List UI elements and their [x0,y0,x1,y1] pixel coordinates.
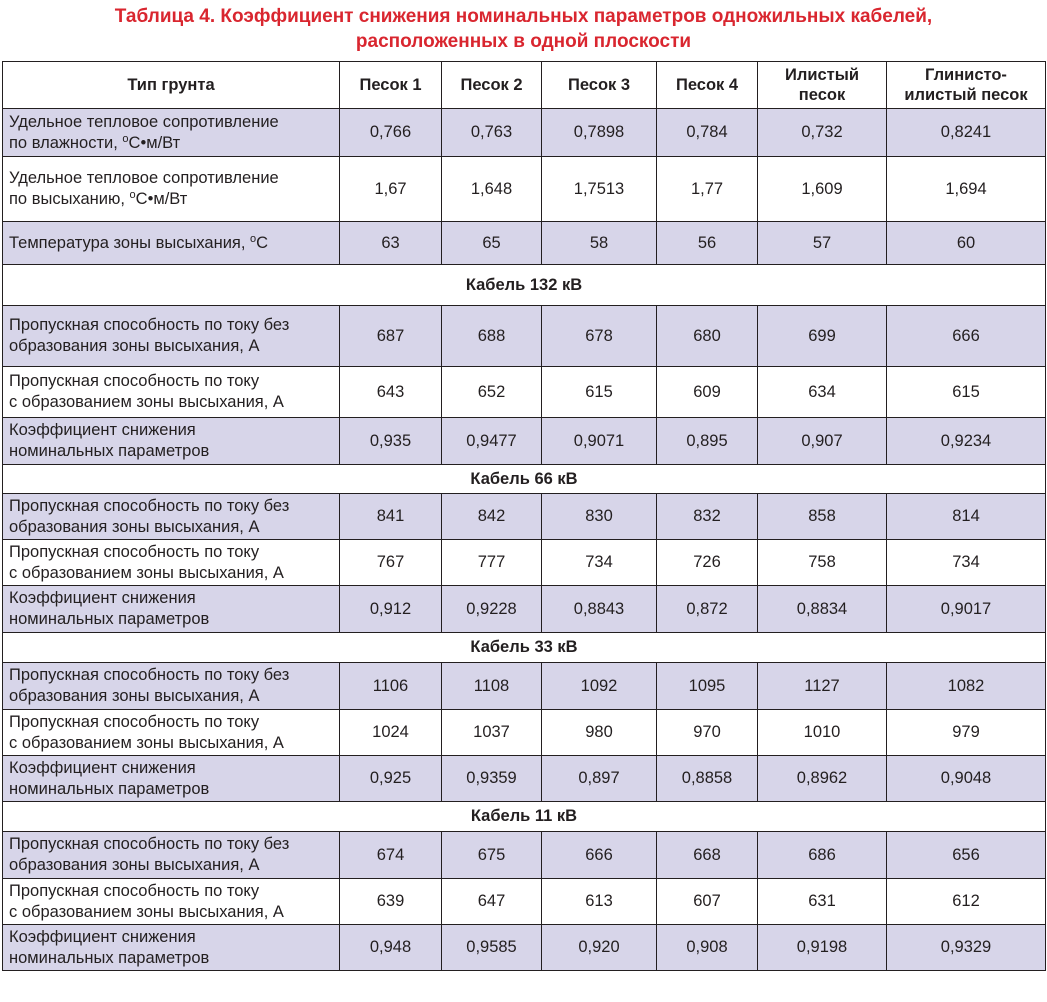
value-cell: 0,895 [657,418,758,465]
value-cell: 678 [542,306,657,367]
label-text: номинальных параметров [9,779,210,798]
value-cell: 0,8241 [887,109,1046,157]
value-cell: 1037 [442,710,542,756]
section-row [3,465,1046,494]
value-cell: 0,908 [657,925,758,971]
header-text: песок [798,86,846,104]
value-cell: 0,897 [542,756,657,802]
value-cell: 842 [442,494,542,540]
header-column-1 [340,62,442,109]
table-row [3,306,1046,367]
row-label [3,222,340,265]
value-cell: 1,609 [758,157,887,222]
value-cell: 647 [442,879,542,925]
value-cell: 65 [442,222,542,265]
label-text: образования зоны высыхания, А [9,856,260,874]
table-row [3,756,1046,802]
row-label [3,879,340,925]
value-cell: 0,763 [442,109,542,157]
header-text: Песок 3 [567,76,631,94]
value-cell: 841 [340,494,442,540]
section-row [3,802,1046,832]
table-row [3,418,1046,465]
value-cell: 631 [758,879,887,925]
value-cell: 0,9359 [442,756,542,802]
value-cell: 0,732 [758,109,887,157]
label-text: по влажности, [9,133,123,152]
value-cell: 0,7898 [542,109,657,157]
label-text: Пропускная способность по току без [9,316,290,334]
label-text: образования зоны высыхания, А [9,517,260,536]
label-text: Коэффициент снижения [9,589,196,607]
row-label [3,494,340,540]
header-column-4 [657,62,758,109]
value-cell: 687 [340,306,442,367]
table-body [3,62,1046,971]
value-cell: 0,8843 [542,586,657,633]
table-row [3,925,1046,971]
label-text: Пропускная способность по току [9,542,260,561]
label-text: с образованием зоны высыхания, А [9,563,284,582]
header-row [3,62,1046,109]
value-cell: 0,9198 [758,925,887,971]
label-text: по высыханию, [9,190,130,208]
section-row [3,265,1046,306]
header-text: Илистый [785,66,859,84]
header-column-6 [887,62,1046,109]
section-title: Кабель 132 кВ [3,265,1046,306]
value-cell: 1,77 [657,157,758,222]
value-cell: 1,648 [442,157,542,222]
label-text: Пропускная способность по току без [9,666,290,684]
value-cell: 1,7513 [542,157,657,222]
label-text: Пропускная способность по току [9,372,260,390]
derating-table [2,61,1046,971]
value-cell: 1108 [442,663,542,710]
header-text: Песок 2 [460,76,523,94]
section-title: Кабель 66 кВ [3,465,1046,494]
value-cell: 858 [758,494,887,540]
value-cell: 832 [657,494,758,540]
table-title [0,4,1047,54]
title-line-1: Таблица 4. Коэффициент снижения номинальных параметров одножильных кабелей, [114,6,933,27]
value-cell: 979 [887,710,1046,756]
section-title: Кабель 33 кВ [3,633,1046,663]
value-cell: 652 [442,367,542,418]
section-row [3,633,1046,663]
value-cell: 615 [887,367,1046,418]
value-cell: 639 [340,879,442,925]
value-cell: 0,935 [340,418,442,465]
value-cell: 1106 [340,663,442,710]
value-cell: 613 [542,879,657,925]
header-text: Глинисто- [925,66,1007,84]
header-column-2 [442,62,542,109]
label-text: Коэффициент снижения [9,927,196,946]
value-cell: 0,784 [657,109,758,157]
value-cell: 634 [758,367,887,418]
soil-row [3,157,1046,222]
value-cell: 0,9477 [442,418,542,465]
value-cell: 0,9234 [887,418,1046,465]
label-text: Пропускная способность по току [9,712,260,731]
value-cell: 734 [542,540,657,586]
label-text: Пропускная способность по току без [9,496,290,515]
value-cell: 0,766 [340,109,442,157]
value-cell: 734 [887,540,1046,586]
header-soil-type: Тип грунта [3,62,340,109]
value-cell: 56 [657,222,758,265]
table-row [3,494,1046,540]
label-text: с образованием зоны высыхания, А [9,902,284,921]
row-label [3,925,340,971]
label-text: образования зоны высыхания, А [9,687,260,705]
header-text: илистый песок [904,86,1028,104]
table-row [3,710,1046,756]
value-cell: 1,67 [340,157,442,222]
label-text: номинальных параметров [9,610,210,628]
value-cell: 58 [542,222,657,265]
value-cell: 1082 [887,663,1046,710]
title-line-2: расположенных в одной плоскости [355,31,692,52]
degree-mark: o [129,189,136,201]
value-cell: 980 [542,710,657,756]
table-row [3,879,1046,925]
value-cell: 1024 [340,710,442,756]
table-row [3,367,1046,418]
value-cell: 60 [887,222,1046,265]
value-cell: 1095 [657,663,758,710]
label-text: Температура зоны высыхания, [9,233,251,252]
row-label [3,367,340,418]
value-cell: 666 [887,306,1046,367]
value-cell: 1127 [758,663,887,710]
value-cell: 0,9329 [887,925,1046,971]
value-cell: 0,8858 [657,756,758,802]
label-text: номинальных параметров [9,948,210,967]
row-label [3,109,340,157]
value-cell: 674 [340,832,442,879]
soil-row [3,222,1046,265]
label-text: Удельное тепловое сопротивление [9,112,279,131]
row-label [3,418,340,465]
value-cell: 767 [340,540,442,586]
label-text: Коэффициент снижения [9,421,196,439]
value-cell: 0,9071 [542,418,657,465]
label-text: Пропускная способность по току [9,881,260,900]
value-cell: 0,8834 [758,586,887,633]
degree-mark: o [122,132,129,145]
value-cell: 686 [758,832,887,879]
row-label [3,756,340,802]
table-row [3,663,1046,710]
value-cell: 63 [340,222,442,265]
value-cell: 680 [657,306,758,367]
table-row [3,832,1046,879]
table-row [3,586,1046,633]
unit-text: С•м/Вт [135,190,188,208]
row-label [3,663,340,710]
value-cell: 0,948 [340,925,442,971]
value-cell: 777 [442,540,542,586]
degree-mark: o [250,232,257,245]
value-cell: 0,907 [758,418,887,465]
value-cell: 699 [758,306,887,367]
label-text: номинальных параметров [9,442,210,460]
value-cell: 0,9017 [887,586,1046,633]
value-cell: 970 [657,710,758,756]
value-cell: 688 [442,306,542,367]
row-label [3,157,340,222]
row-label [3,540,340,586]
value-cell: 615 [542,367,657,418]
row-label [3,306,340,367]
value-cell: 643 [340,367,442,418]
label-text: образования зоны высыхания, А [9,337,260,355]
unit-text: С•м/Вт [128,133,181,152]
value-cell: 0,912 [340,586,442,633]
section-title: Кабель 11 кВ [3,802,1046,832]
value-cell: 726 [657,540,758,586]
header-column-3 [542,62,657,109]
value-cell: 0,9228 [442,586,542,633]
value-cell: 758 [758,540,887,586]
value-cell: 1092 [542,663,657,710]
unit-text: С [256,233,269,252]
table-row [3,540,1046,586]
value-cell: 0,925 [340,756,442,802]
value-cell: 0,872 [657,586,758,633]
value-cell: 1010 [758,710,887,756]
label-text: с образованием зоны высыхания, А [9,733,284,752]
value-cell: 0,920 [542,925,657,971]
header-text: Песок 1 [359,76,422,94]
value-cell: 607 [657,879,758,925]
header-column-5 [758,62,887,109]
value-cell: 0,8962 [758,756,887,802]
value-cell: 675 [442,832,542,879]
row-label [3,586,340,633]
value-cell: 57 [758,222,887,265]
label-text: Коэффициент снижения [9,758,196,777]
label-text: с образованием зоны высыхания, А [9,393,284,411]
row-label [3,832,340,879]
value-cell: 1,694 [887,157,1046,222]
value-cell: 668 [657,832,758,879]
value-cell: 0,9585 [442,925,542,971]
row-label [3,710,340,756]
label-text: Удельное тепловое сопротивление [9,169,279,187]
label-text: Пропускная способность по току без [9,835,290,853]
soil-row [3,109,1046,157]
value-cell: 609 [657,367,758,418]
value-cell: 0,9048 [887,756,1046,802]
value-cell: 666 [542,832,657,879]
value-cell: 656 [887,832,1046,879]
header-text: Песок 4 [675,76,739,94]
value-cell: 814 [887,494,1046,540]
value-cell: 612 [887,879,1046,925]
value-cell: 830 [542,494,657,540]
